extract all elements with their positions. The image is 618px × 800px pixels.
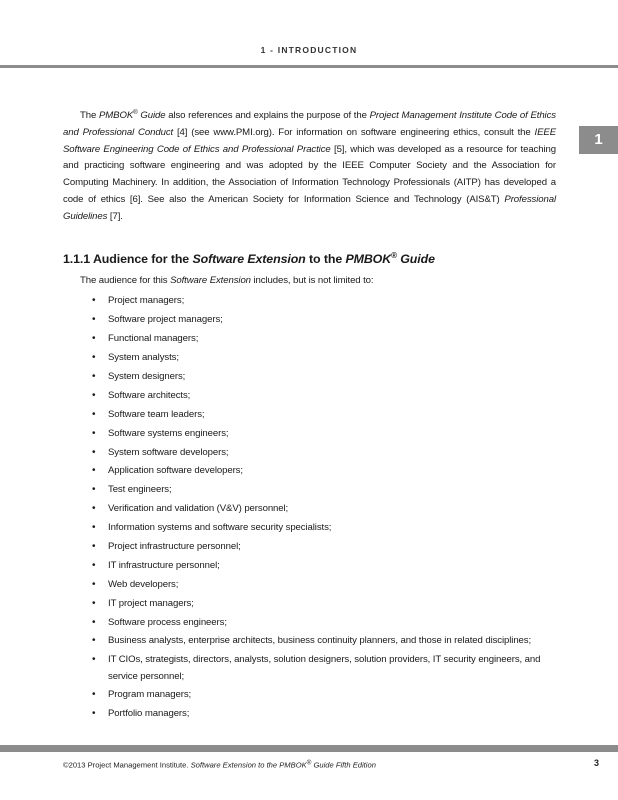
bullet-icon: •: [92, 389, 96, 401]
heading-text: to the: [305, 251, 346, 266]
audience-list-item: [92, 615, 556, 631]
audience-list-item: [92, 652, 556, 684]
audience-list-item: [92, 331, 556, 347]
audience-list-item: [92, 293, 556, 309]
heading-ext: Software Extension: [192, 251, 306, 266]
audience-list: [63, 293, 556, 722]
footer-rule: [0, 745, 618, 752]
audience-list-item: [92, 407, 556, 423]
audience-item-text: Web developers;: [108, 578, 179, 590]
audience-item-text: System software developers;: [108, 446, 229, 458]
audience-list-item: [92, 426, 556, 442]
intro-text: The audience for this: [80, 274, 171, 286]
bullet-icon: •: [92, 522, 96, 534]
bullet-icon: •: [92, 597, 96, 609]
bullet-icon: •: [92, 465, 96, 477]
bullet-icon: •: [92, 370, 96, 382]
bullet-icon: •: [92, 616, 96, 628]
bullet-icon: •: [92, 689, 96, 701]
audience-list-item: [92, 312, 556, 328]
para-text: also references and explains the purpose of the: [165, 110, 370, 121]
audience-item-text: System analysts;: [108, 352, 179, 364]
audience-list-item: [92, 633, 556, 649]
para-guide: Guide: [137, 110, 166, 121]
para-reg-mark: ®: [133, 108, 138, 116]
audience-item-text: Information systems and software security specialists;: [108, 522, 332, 534]
heading-pmbok: PMBOK: [345, 251, 392, 266]
bullet-icon: •: [92, 578, 96, 590]
audience-item-text: Verification and validation (V&V) personnel;: [108, 503, 289, 515]
bullet-icon: •: [92, 446, 96, 458]
bullet-icon: •: [92, 708, 96, 720]
audience-item-text: IT project managers;: [108, 597, 194, 609]
para-text: [5], which was developed as a resource for teaching and practicing software engineering and was adopted by the IEEE Computer Society and the Association for Computing Machinery. In addition, the Association of Information Technology Professionals (AITP) has developed a code of ethics [6]. See also the American Society for Information Science and Technology (AIS&T): [63, 143, 556, 205]
bullet-icon: •: [92, 484, 96, 496]
bullet-icon: •: [92, 427, 96, 439]
audience-list-item: [92, 369, 556, 385]
intro-text: includes, but is not limited to:: [250, 274, 374, 286]
audience-item-text: IT CIOs, strategists, directors, analysts, solution designers, solution providers, IT security engineers, and service personnel;: [108, 654, 541, 682]
audience-list-item: [92, 445, 556, 461]
audience-item-text: Software systems engineers;: [108, 427, 229, 439]
audience-list-item: [92, 350, 556, 366]
audience-list-item: [92, 577, 556, 593]
audience-item-text: Project infrastructure personnel;: [108, 540, 241, 552]
intro-ext: Software Extension: [170, 274, 251, 286]
footer-title: Software Extension to the PMBOK: [190, 760, 307, 770]
audience-item-text: Application software developers;: [108, 465, 243, 477]
audience-item-text: IT infrastructure personnel;: [108, 559, 220, 571]
audience-list-item: [92, 482, 556, 498]
audience-list-item: [92, 388, 556, 404]
para-text: The: [80, 110, 99, 121]
main-content: [63, 108, 556, 725]
audience-list-item: [92, 539, 556, 555]
bullet-icon: •: [92, 559, 96, 571]
audience-item-text: Software architects;: [108, 389, 191, 401]
bullet-icon: •: [92, 540, 96, 552]
bullet-icon: •: [92, 503, 96, 515]
page-number: 3: [593, 758, 599, 768]
audience-list-item: [92, 558, 556, 574]
audience-item-text: Portfolio managers;: [108, 708, 190, 720]
audience-list-item: [92, 501, 556, 517]
audience-item-text: Functional managers;: [108, 333, 199, 345]
heading-guide: Guide: [396, 251, 435, 266]
audience-item-text: Software process engineers;: [108, 616, 227, 628]
heading-reg-mark: ®: [391, 250, 397, 260]
bullet-icon: •: [92, 314, 96, 326]
audience-item-text: Software team leaders;: [108, 408, 205, 420]
audience-list-item: [92, 463, 556, 479]
audience-item-text: Program managers;: [108, 689, 192, 701]
para-text: [4] (see www.PMI.org). For information on software engineering ethics, consult the: [173, 126, 535, 138]
header-rule: [0, 65, 618, 68]
bullet-icon: •: [92, 635, 96, 647]
chapter-tab: 1: [579, 126, 618, 154]
bullet-icon: •: [92, 654, 96, 666]
audience-item-text: System designers;: [108, 370, 186, 382]
para-pmbok: PMBOK: [98, 110, 134, 121]
audience-list-item: [92, 520, 556, 536]
para-pmi-code-title: Project Management Institute Code of Ethics and Professional Conduct: [63, 110, 556, 138]
bullet-icon: •: [92, 408, 96, 420]
audience-item-text: Business analysts, enterprise architects, business continuity planners, and those in related disciplines;: [108, 635, 532, 647]
bullet-icon: •: [92, 352, 96, 364]
bullet-icon: •: [92, 333, 96, 345]
para-ieee-code-title: IEEE Software Engineering Code of Ethics and Professional Practice: [63, 126, 556, 155]
heading-text: 1.1.1 Audience for the: [63, 251, 193, 266]
running-head: 1 - INTRODUCTION: [260, 45, 358, 55]
audience-intro: [63, 273, 556, 290]
ethics-paragraph: [63, 108, 556, 226]
para-guidelines-title: Professional Guidelines: [63, 193, 556, 222]
bullet-icon: •: [92, 295, 96, 307]
footer-reg-mark: ®: [306, 759, 312, 766]
audience-list-item: [92, 687, 556, 703]
section-heading: [63, 251, 556, 267]
para-text: [7].: [107, 210, 123, 222]
footer-copyright: ©2013 Project Management Institute.: [63, 760, 191, 770]
audience-item-text: Software project managers;: [108, 314, 223, 326]
audience-list-item: [92, 706, 556, 722]
footer: [63, 759, 599, 770]
audience-item-text: Project managers;: [108, 295, 185, 307]
footer-title-end: Guide Fifth Edition: [311, 760, 376, 770]
audience-item-text: Test engineers;: [108, 484, 172, 496]
audience-list-item: [92, 596, 556, 612]
